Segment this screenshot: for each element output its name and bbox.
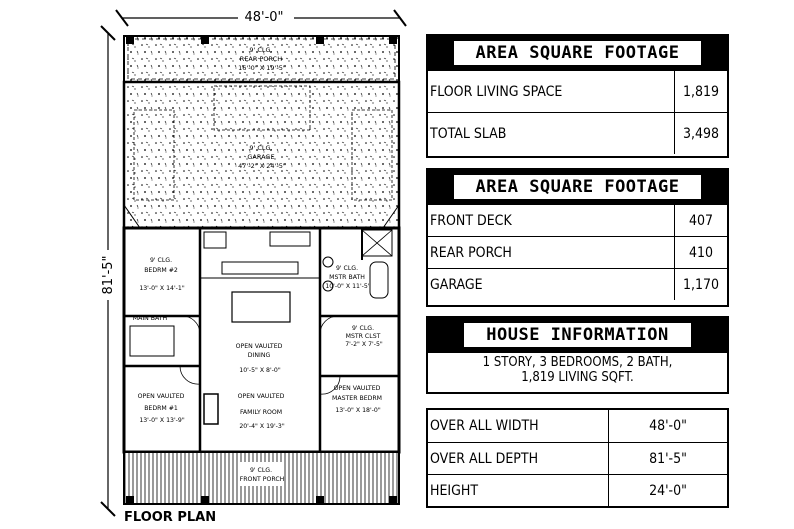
row-value: 1,170 bbox=[674, 269, 727, 300]
master-closet-label: 9' CLG. MSTR CLST 7'-2" X 7'-5" bbox=[345, 325, 383, 348]
area-table-outdoor bbox=[426, 168, 729, 307]
row-value: 1,819 bbox=[674, 71, 727, 112]
row-label: HEIGHT bbox=[430, 482, 479, 499]
family-room-label: OPEN VAULTED FAMILY ROOM 20'-4" X 19'-3" bbox=[237, 393, 285, 430]
row-label: TOTAL SLAB bbox=[430, 125, 507, 142]
garage-label: 9' CLG. GARAGE 47'-2" X 24'-5" bbox=[238, 144, 286, 170]
table-row bbox=[428, 474, 727, 506]
front-porch-label: 9' CLG. FRONT PORCH bbox=[239, 467, 285, 483]
area-table-living-header bbox=[428, 36, 727, 70]
house-info-line1: 1 STORY, 3 BEDROOMS, 2 BATH, bbox=[482, 355, 673, 370]
house-info-header bbox=[428, 318, 727, 352]
front-porch bbox=[124, 452, 399, 504]
bedroom2-label: 9' CLG. BEDRM #2 13'-0" X 14'-1" bbox=[139, 257, 185, 292]
table-row bbox=[428, 410, 727, 442]
area-table-outdoor-title: AREA SQUARE FOOTAGE bbox=[454, 175, 702, 199]
row-value: 48'-0" bbox=[608, 410, 727, 442]
garage bbox=[124, 82, 399, 228]
rear-porch-label: 9' CLG. REAR PORCH 16'-0" X 19'-5" bbox=[238, 46, 286, 72]
row-value: 3,498 bbox=[674, 113, 727, 154]
table-row bbox=[428, 268, 727, 300]
floor-plan-caption: FLOOR PLAN bbox=[124, 510, 217, 525]
master-bath-label: 9' CLG. MSTR BATH 10'-0" X 11'-5" bbox=[325, 265, 371, 290]
row-label: OVER ALL DEPTH bbox=[430, 450, 539, 467]
row-label: GARAGE bbox=[430, 276, 483, 293]
house-info-description bbox=[428, 352, 727, 385]
rear-porch bbox=[124, 36, 399, 82]
house-info-line2: 1,819 LIVING SQFT. bbox=[521, 370, 634, 385]
dining-label: OPEN VAULTED DINING 10'-5" X 8'-0" bbox=[235, 343, 283, 374]
house-info-box bbox=[426, 316, 729, 394]
row-value: 24'-0" bbox=[608, 475, 727, 506]
width-dim-label: 48'-0" bbox=[244, 10, 284, 25]
main-bath-label: MAIN BATH bbox=[132, 315, 168, 322]
area-table-outdoor-header bbox=[428, 170, 727, 204]
row-label: FLOOR LIVING SPACE bbox=[430, 83, 563, 100]
row-value: 407 bbox=[674, 205, 727, 236]
table-row bbox=[428, 204, 727, 236]
table-row bbox=[428, 112, 727, 154]
area-table-living bbox=[426, 34, 729, 158]
row-label: OVER ALL WIDTH bbox=[430, 418, 539, 434]
row-label: REAR PORCH bbox=[430, 244, 512, 261]
row-label: FRONT DECK bbox=[430, 212, 512, 229]
row-value: 410 bbox=[674, 237, 727, 268]
dimensions-table bbox=[426, 408, 729, 508]
master-bedroom-label: OPEN VAULTED MASTER BEDRM 13'-0" X 18'-0" bbox=[332, 385, 383, 414]
depth-dimension bbox=[98, 26, 118, 516]
depth-dim-label: 81'-5" bbox=[101, 255, 116, 295]
table-row bbox=[428, 70, 727, 112]
area-table-living-title: AREA SQUARE FOOTAGE bbox=[454, 41, 702, 65]
row-value: 81'-5" bbox=[608, 443, 727, 474]
width-dimension bbox=[116, 8, 406, 26]
house-info-title: HOUSE INFORMATION bbox=[464, 323, 691, 347]
table-row bbox=[428, 442, 727, 474]
bedroom1-label: OPEN VAULTED BEDRM #1 13'-0" X 13'-9" bbox=[137, 393, 185, 424]
table-row bbox=[428, 236, 727, 268]
